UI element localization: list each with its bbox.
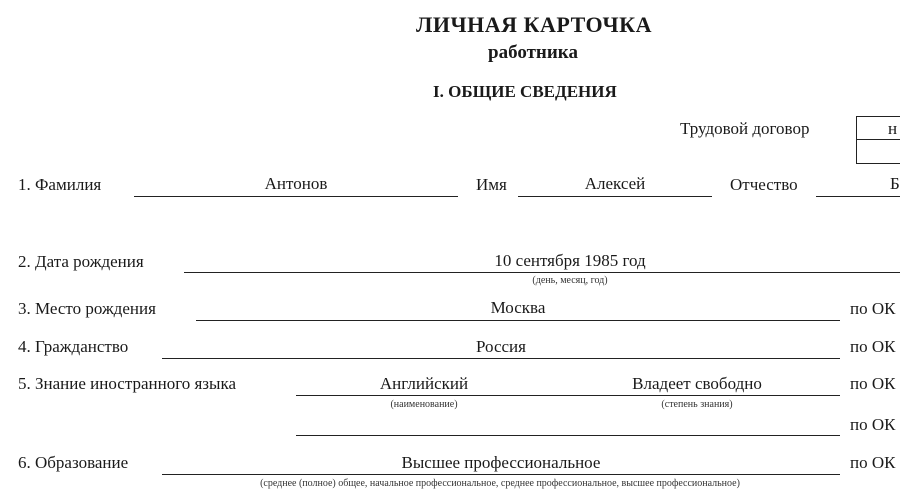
contract-box-divider bbox=[856, 139, 900, 140]
education-line bbox=[162, 474, 840, 475]
document-title: ЛИЧНАЯ КАРТОЧКА bbox=[416, 12, 653, 37]
birthdate-value[interactable]: 10 сентября 1985 год bbox=[494, 251, 646, 270]
language-name-value[interactable]: Английский bbox=[379, 374, 469, 393]
name-value[interactable]: Алексей bbox=[584, 174, 646, 193]
birthdate-line bbox=[184, 272, 900, 273]
surname-label: 1. Фамилия bbox=[18, 175, 102, 194]
language-level-hint: (степень знания) bbox=[661, 399, 733, 410]
birthplace-code-label: по ОК bbox=[850, 299, 896, 318]
citizenship-line bbox=[162, 358, 840, 359]
education-code-label: по ОК bbox=[850, 453, 896, 472]
birthplace-label: 3. Место рождения bbox=[18, 299, 156, 318]
birthplace-value[interactable]: Москва bbox=[490, 298, 546, 317]
document-subtitle: работника bbox=[488, 42, 578, 63]
language-line-2 bbox=[296, 435, 840, 436]
birthdate-hint: (день, месяц, год) bbox=[532, 275, 608, 286]
patronymic-label: Отчество bbox=[730, 175, 798, 194]
citizenship-label: 4. Гражданство bbox=[18, 337, 129, 356]
citizenship-value[interactable]: Россия bbox=[476, 337, 526, 356]
language-code-label: по ОК bbox=[850, 374, 896, 393]
education-hint: (среднее (полное) общее, начальное профессиональное, среднее профессиональное, высшее профессиональное) bbox=[260, 478, 740, 489]
language-code-label-2: по ОК bbox=[850, 415, 896, 434]
birthdate-label: 2. Дата рождения bbox=[18, 252, 144, 271]
education-label: 6. Образование bbox=[18, 453, 129, 472]
contract-label: Трудовой договор bbox=[680, 119, 810, 138]
language-line bbox=[296, 395, 840, 396]
name-label: Имя bbox=[476, 175, 507, 194]
name-line bbox=[518, 196, 712, 197]
language-label: 5. Знание иностранного языка bbox=[18, 374, 236, 393]
surname-value[interactable]: Антонов bbox=[264, 174, 328, 193]
surname-line bbox=[134, 196, 458, 197]
language-level-value[interactable]: Владеет свободно bbox=[632, 374, 762, 393]
birthplace-line bbox=[196, 320, 840, 321]
education-value[interactable]: Высшее профессиональное bbox=[401, 453, 601, 472]
citizenship-code-label: по ОК bbox=[850, 337, 896, 356]
patronymic-line bbox=[816, 196, 900, 197]
contract-value: н bbox=[888, 119, 898, 138]
language-name-hint: (наименование) bbox=[390, 399, 458, 410]
section-title: I. ОБЩИЕ СВЕДЕНИЯ bbox=[433, 82, 617, 101]
patronymic-value[interactable]: Б bbox=[890, 174, 900, 193]
